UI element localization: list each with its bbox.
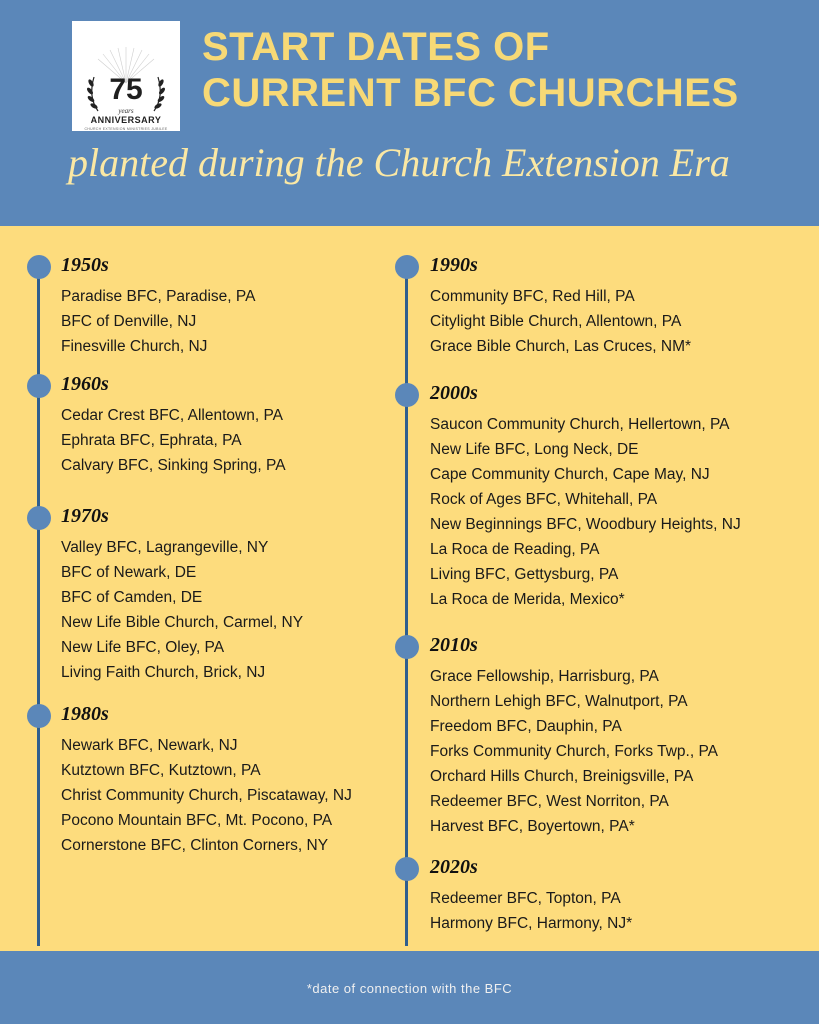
church-item: Citylight Bible Church, Allentown, PA	[430, 313, 682, 330]
timeline-dot-1990s	[395, 255, 419, 279]
page-title	[202, 24, 802, 116]
title-line-2: CURRENT BFC CHURCHES	[202, 71, 739, 115]
decade-heading: 1970s	[61, 505, 109, 527]
decade-heading: 1980s	[61, 703, 109, 725]
church-item: Freedom BFC, Dauphin, PA	[430, 718, 622, 735]
logo-years: years	[118, 107, 134, 115]
anniversary-logo	[72, 21, 180, 131]
timeline-dot-2010s	[395, 635, 419, 659]
church-item: Saucon Community Church, Hellertown, PA	[430, 416, 730, 433]
decade-heading: 1950s	[61, 254, 109, 276]
church-item: Harvest BFC, Boyertown, PA*	[430, 818, 635, 835]
church-item: Grace Fellowship, Harrisburg, PA	[430, 668, 659, 685]
church-item: BFC of Newark, DE	[61, 564, 197, 581]
church-item: Grace Bible Church, Las Cruces, NM*	[430, 338, 692, 355]
church-item: Community BFC, Red Hill, PA	[430, 288, 635, 305]
timeline-dot-1980s	[27, 704, 51, 728]
timeline-dot-2000s	[395, 383, 419, 407]
header-banner	[0, 0, 819, 218]
timeline-line-left	[37, 266, 40, 946]
title-line-1: START DATES OF	[202, 25, 550, 69]
church-item: Cape Community Church, Cape May, NJ	[430, 466, 710, 483]
church-item: New Life Bible Church, Carmel, NY	[61, 614, 304, 631]
church-item: Newark BFC, Newark, NJ	[61, 737, 238, 754]
logo-anniversary: ANNIVERSARY	[90, 115, 162, 125]
timeline-panel	[0, 226, 819, 951]
timeline-dot-1970s	[27, 506, 51, 530]
church-item: Cedar Crest BFC, Allentown, PA	[61, 407, 283, 424]
logo-subtitle: CHURCH EXTENSION MINISTRIES JUBILEE	[84, 127, 168, 131]
decade-heading: 1960s	[61, 373, 109, 395]
church-item: Forks Community Church, Forks Twp., PA	[430, 743, 718, 760]
church-item: Finesville Church, NJ	[61, 338, 208, 355]
church-item: Living BFC, Gettysburg, PA	[430, 566, 619, 583]
church-item: Valley BFC, Lagrangeville, NY	[61, 539, 269, 556]
church-item: Redeemer BFC, West Norriton, PA	[430, 793, 669, 810]
page-subtitle: planted during the Church Extension Era	[68, 140, 730, 185]
decade-heading: 2020s	[430, 856, 478, 878]
church-item: Rock of Ages BFC, Whitehall, PA	[430, 491, 658, 508]
church-item: BFC of Denville, NJ	[61, 313, 197, 330]
timeline-dot-1950s	[27, 255, 51, 279]
logo-number: 75	[109, 73, 143, 106]
church-item: Living Faith Church, Brick, NJ	[61, 664, 266, 681]
timeline-dot-2020s	[395, 857, 419, 881]
church-item: Northern Lehigh BFC, Walnutport, PA	[430, 693, 688, 710]
church-item: Redeemer BFC, Topton, PA	[430, 890, 621, 907]
church-item: La Roca de Reading, PA	[430, 541, 600, 558]
timeline-dot-1960s	[27, 374, 51, 398]
decade-heading: 1990s	[430, 254, 478, 276]
church-item: Christ Community Church, Piscataway, NJ	[61, 787, 352, 804]
church-item: Pocono Mountain BFC, Mt. Pocono, PA	[61, 812, 333, 829]
decade-heading: 2000s	[430, 382, 478, 404]
church-item: New Life BFC, Oley, PA	[61, 639, 225, 656]
church-item: Harmony BFC, Harmony, NJ*	[430, 915, 633, 932]
footnote: *date of connection with the BFC	[306, 981, 513, 996]
church-item: BFC of Camden, DE	[61, 589, 203, 606]
church-item: Orchard Hills Church, Breinigsville, PA	[430, 768, 694, 785]
church-item: Cornerstone BFC, Clinton Corners, NY	[61, 837, 329, 854]
church-item: Ephrata BFC, Ephrata, PA	[61, 432, 242, 449]
church-item: Paradise BFC, Paradise, PA	[61, 288, 256, 305]
church-item: La Roca de Merida, Mexico*	[430, 591, 625, 608]
church-item: New Life BFC, Long Neck, DE	[430, 441, 639, 458]
decade-heading: 2010s	[430, 634, 478, 656]
church-item: Kutztown BFC, Kutztown, PA	[61, 762, 261, 779]
church-item: Calvary BFC, Sinking Spring, PA	[61, 457, 286, 474]
church-item: New Beginnings BFC, Woodbury Heights, NJ	[430, 516, 741, 533]
timeline-line-right	[405, 266, 408, 946]
